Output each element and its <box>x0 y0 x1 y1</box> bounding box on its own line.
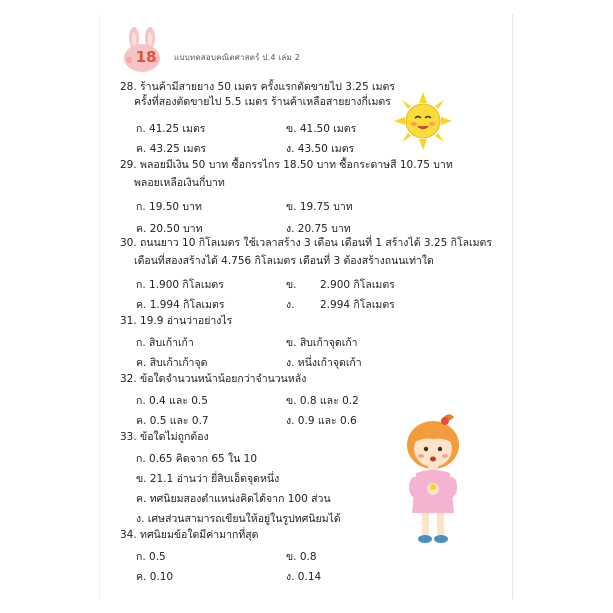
option-c[interactable]: ค. ทศนิยมสองตำแหน่งคิดได้จาก 100 ส่วน <box>136 493 331 505</box>
option-b[interactable]: ข. 0.8 <box>286 551 317 563</box>
option-a[interactable]: ก. 0.4 และ 0.5 <box>136 395 208 407</box>
option-c[interactable]: ค. 1.994 กิโลเมตร <box>136 299 225 311</box>
option-c[interactable]: ค. สิบเก้าเก้าจุด <box>136 357 208 369</box>
question-text: 30. ถนนยาว 10 กิโลเมตร ใช้เวลาสร้าง 3 เดือน เดือนที่ 1 สร้างได้ 3.25 กิโลเมตร <box>120 237 492 249</box>
option-a[interactable]: ก. 19.50 บาท <box>136 201 202 213</box>
option-a[interactable]: ก. 0.5 <box>136 551 166 563</box>
girl-cartoon-icon <box>398 409 468 549</box>
option-d[interactable]: ง. 0.14 <box>286 571 322 583</box>
option-d[interactable]: ง. หนึ่งเก้าจุดเก้า <box>286 357 362 369</box>
question-text: 31. 19.9 อ่านว่าอย่างไร <box>120 315 233 327</box>
question-32 <box>120 372 306 387</box>
sun-icon <box>392 90 454 152</box>
question-34 <box>120 528 258 543</box>
question-text: 32. ข้อใดจำนวนหน้าน้อยกว่าจำนวนหลัง <box>120 373 307 385</box>
option-c[interactable]: ค. 20.50 บาท <box>136 223 203 235</box>
option-a[interactable]: ก. 0.65 คิดจาก 65 ใน 10 <box>136 453 258 465</box>
question-30 <box>120 236 492 269</box>
question-text: พลอยเหลือเงินกี่บาท <box>134 177 225 189</box>
question-text: ครั้งที่สองตัดขายไป 5.5 เมตร ร้านค้าเหลือสายยางกี่เมตร <box>134 96 391 108</box>
question-33 <box>120 430 209 445</box>
question-text: 28. ร้านค้ามีสายยาง 50 เมตร ครั้งแรกตัดขายไป 3.25 เมตร <box>120 81 395 93</box>
option-d-letter[interactable]: ง. <box>286 299 295 311</box>
option-b[interactable]: ข. 19.75 บาท <box>286 201 353 213</box>
option-b[interactable]: ข. 0.8 และ 0.2 <box>286 395 359 407</box>
option-c[interactable]: ค. 43.25 เมตร <box>136 143 207 155</box>
option-c[interactable]: ค. 0.10 <box>136 571 174 583</box>
option-a[interactable]: ก. สิบเก้าเก้า <box>136 337 194 349</box>
option-b[interactable]: ข. สิบเก้าจุดเก้า <box>286 337 358 349</box>
option-d[interactable]: ง. 0.9 และ 0.6 <box>286 415 357 427</box>
worksheet-page <box>100 14 512 599</box>
option-d[interactable]: ง. เศษส่วนสามารถเขียนให้อยู่ในรูปทศนิยมได้ <box>136 513 341 525</box>
book-title: แบบทดสอบคณิตศาสตร์ ป.4 เล่ม 2 <box>174 53 301 62</box>
question-text: 29. พลอยมีเงิน 50 บาท ซื้อกรรไกร 18.50 บาท ซื้อกระดาษสี 10.75 บาท <box>120 159 453 171</box>
page-number: 18 <box>135 48 157 66</box>
question-text: 34. ทศนิยมข้อใดมีค่ามากที่สุด <box>120 529 259 541</box>
option-b[interactable]: ข. 21.1 อ่านว่า ยี่สิบเอ็ดจุดหนึ่ง <box>136 473 280 485</box>
option-d[interactable]: ง. 20.75 บาท <box>286 223 351 235</box>
option-a[interactable]: ก. 1.900 กิโลเมตร <box>136 279 224 291</box>
option-b-letter[interactable]: ข. <box>286 279 297 291</box>
option-a[interactable]: ก. 41.25 เมตร <box>136 123 206 135</box>
option-c[interactable]: ค. 0.5 และ 0.7 <box>136 415 209 427</box>
question-text: 33. ข้อใดไม่ถูกต้อง <box>120 431 209 443</box>
page-header <box>120 26 500 66</box>
question-31 <box>120 314 232 329</box>
option-b[interactable]: ข. 41.50 เมตร <box>286 123 357 135</box>
question-28 <box>120 80 395 110</box>
option-b[interactable]: 2.900 กิโลเมตร <box>320 279 395 291</box>
option-d[interactable]: 2.994 กิโลเมตร <box>320 299 395 311</box>
question-29 <box>120 158 453 191</box>
question-text: เดือนที่สองสร้างได้ 4.756 กิโลเมตร เดือนที่ 3 ต้องสร้างถนนเท่าใด <box>134 255 434 267</box>
option-d[interactable]: ง. 43.50 เมตร <box>286 143 355 155</box>
